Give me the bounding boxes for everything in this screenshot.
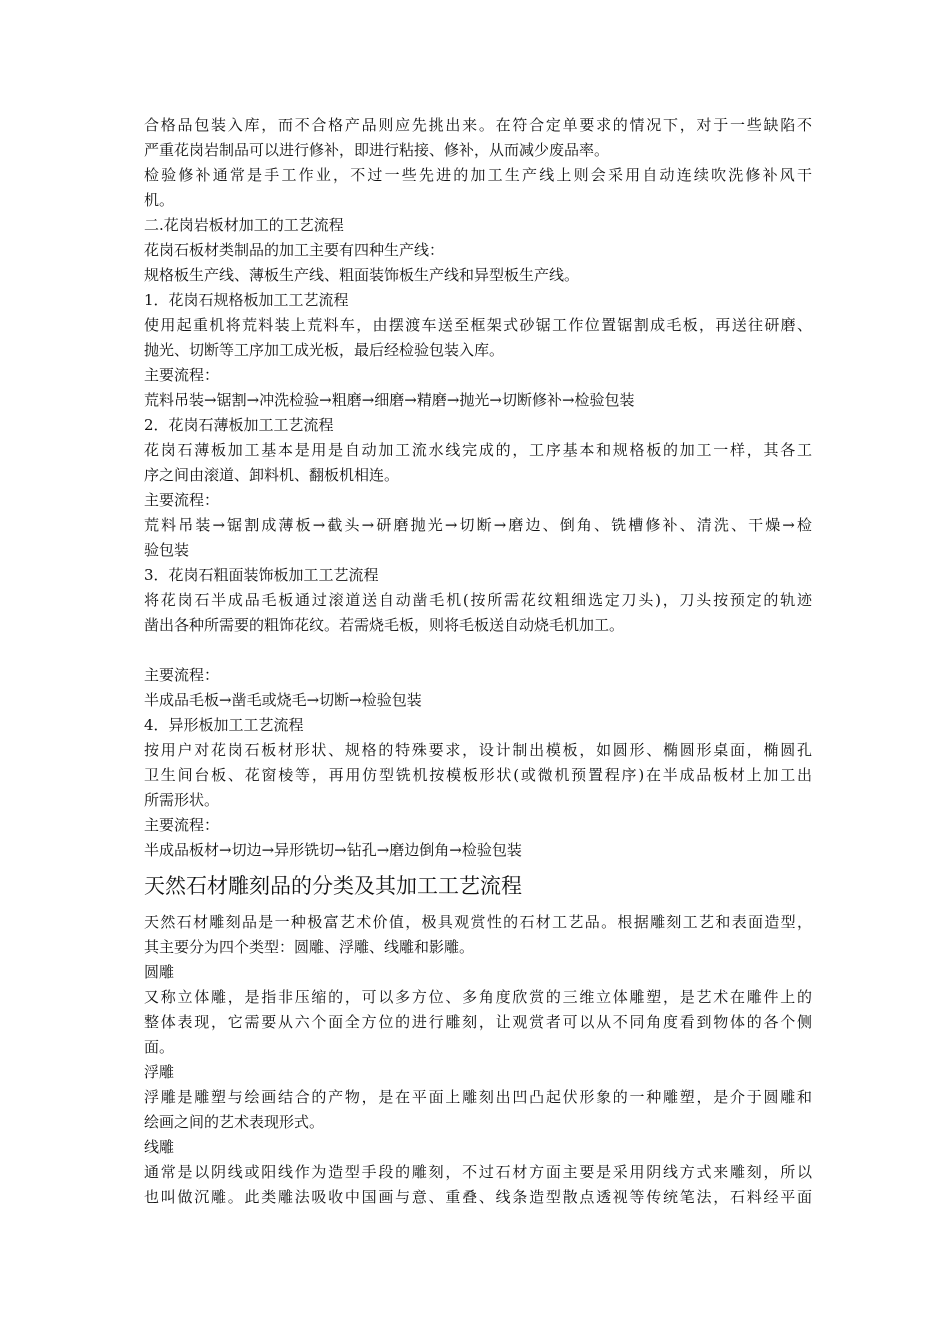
text-line: 也叫做沉雕。此类雕法吸收中国画与意、重叠、线条造型散点透视等传统笔法，石料经平面 — [144, 1188, 812, 1206]
text-line: 通常是以阴线或阳线作为造型手段的雕刻，不过石材方面主要是采用阴线方式来雕刻，所以 — [144, 1163, 812, 1181]
text-line: 1．花岗石规格板加工工艺流程 — [144, 291, 349, 309]
text-line: 又称立体雕，是指非压缩的，可以多方位、多角度欣赏的三维立体雕塑，是艺术在雕件上的 — [144, 988, 812, 1006]
text-line: 荒料吊装→锯割→冲洗检验→粗磨→细磨→精磨→抛光→切断修补→检验包装 — [144, 391, 635, 409]
text-line: 天然石材雕刻品是一种极富艺术价值，极具观赏性的石材工艺品。根据雕刻工艺和表面造型， — [144, 913, 812, 931]
text-line: 浮雕 — [144, 1063, 175, 1081]
text-line: 抛光、切断等工序加工成光板，最后经检验包装入库。 — [144, 341, 505, 359]
document-page — [144, 113, 812, 1210]
text-line: 花岗石薄板加工基本是用是自动加工流水线完成的，工序基本和规格板的加工一样，其各工 — [144, 441, 812, 459]
text-line: 其主要分为四个类型：圆雕、浮雕、线雕和影雕。 — [144, 938, 475, 956]
text-line: 凿出各种所需要的粗饰花纹。若需烧毛板，则将毛板送自动烧毛机加工。 — [144, 616, 625, 634]
body-text-part2 — [144, 910, 812, 1210]
text-line: 合格品包装入库，而不合格产品则应先挑出来。在符合定单要求的情况下，对于一些缺陷不 — [144, 116, 812, 134]
text-line: 浮雕是雕塑与绘画结合的产物，是在平面上雕刻出凹凸起伏形象的一种雕塑，是介于圆雕和 — [144, 1088, 812, 1106]
text-line: 圆雕 — [144, 963, 175, 981]
text-line: 所需形状。 — [144, 791, 220, 809]
text-line: 卫生间台板、花窗棱等，再用仿型铣机按模板形状(或微机预置程序)在半成品板材上加工出 — [144, 766, 812, 784]
text-line: 检验修补通常是手工作业，不过一些先进的加工生产线上则会采用自动连续吹洗修补风干 — [144, 166, 812, 184]
text-line: 按用户对花岗石板材形状、规格的特殊要求，设计制出模板，如圆形、椭圆形桌面，椭圆孔 — [144, 741, 812, 759]
text-line: 使用起重机将荒料装上荒料车，由摆渡车送至框架式砂锯工作位置锯割成毛板，再送往研磨、 — [144, 316, 812, 334]
text-line: 绘画之间的艺术表现形式。 — [144, 1113, 325, 1131]
text-line: 主要流程： — [144, 366, 220, 384]
text-line: 将花岗石半成品毛板通过滚道送自动凿毛机(按所需花纹粗细选定刀头)，刀头按预定的轨迹 — [144, 591, 812, 609]
text-line: 验包装 — [144, 541, 190, 559]
text-line: 主要流程： — [144, 816, 220, 834]
text-line: 主要流程： — [144, 491, 220, 509]
text-line: 整体表现，它需要从六个面全方位的进行雕刻，让观赏者可以从不同角度看到物体的各个侧 — [144, 1013, 812, 1031]
text-line: 严重花岗岩制品可以进行修补，即进行粘接、修补，从而减少废品率。 — [144, 141, 610, 159]
text-line: 二.花岗岩板材加工的工艺流程 — [144, 216, 344, 234]
text-line: 规格板生产线、薄板生产线、粗面装饰板生产线和异型板生产线。 — [144, 266, 580, 284]
text-line: 4．异形板加工工艺流程 — [144, 716, 304, 734]
text-line: 机。 — [144, 191, 175, 209]
text-line: 面。 — [144, 1038, 175, 1056]
text-line: 花岗石板材类制品的加工主要有四种生产线： — [144, 241, 445, 259]
text-line: 半成品板材→切边→异形铣切→钻孔→磨边倒角→检验包装 — [144, 841, 522, 859]
text-line: 线雕 — [144, 1138, 175, 1156]
text-line: 2．花岗石薄板加工工艺流程 — [144, 416, 334, 434]
text-line: 3．花岗石粗面装饰板加工工艺流程 — [144, 566, 379, 584]
section-heading: 天然石材雕刻品的分类及其加工工艺流程 — [144, 874, 522, 898]
body-text-part1 — [144, 113, 812, 863]
text-line: 序之间由滚道、卸料机、翻板机相连。 — [144, 466, 400, 484]
blank-line — [144, 638, 812, 663]
text-line: 半成品毛板→凿毛或烧毛→切断→检验包装 — [144, 691, 422, 709]
text-line: 主要流程： — [144, 666, 220, 684]
text-line: 荒料吊装→锯割成薄板→截头→研磨抛光→切断→磨边、倒角、铣槽修补、清洗、干燥→检 — [144, 516, 812, 534]
